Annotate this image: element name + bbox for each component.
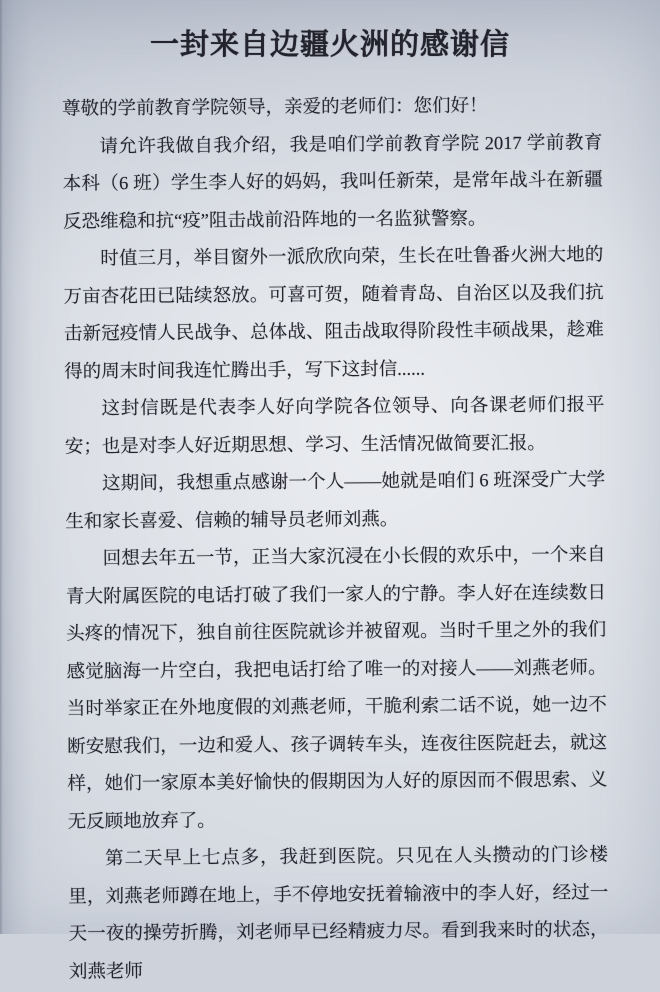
letter-paragraph-thanks: 这期间，我想重点感谢一个人——她就是咱们 6 班深受广大学生和家长喜爱、信赖的辅导员老师刘燕。	[65, 470, 606, 532]
letter-paragraph-intro: 请允许我做自我介绍，我是咱们学前教育学院 2017 学前教育本科（6 班）学生李人好的妈妈，我叫任新荣，是常年战斗在新疆反恐维稳和抗“疫”阻击战前沿阵地的一名监狱警察。	[62, 132, 603, 233]
letter-body	[0, 87, 660, 992]
letter-paragraph-mayday-story: 回想去年五一节，正当大家沉浸在小长假的欢乐中，一个来自青大附属医院的电话打破了我们一家人的宁静。李人好在连续数日头疼的情况下，独自前往医院就诊并被留观。当时千里之外的我们感觉脑海一片空白，我把电话打给了唯一的对接人——刘燕老师。当时举家正在外地度假的刘燕老师，干脆利索二话不说，她一边不断安慰我们，一边和爱人、孩子调转车头，连夜往医院赶去，就这样，她们一家原本美好愉快的假期因为人好的原因而不假思索、义无反顾地放弃了。	[65, 545, 608, 832]
letter-paragraph-hospital: 第二天早上七点多，我赶到医院。只见在人头攒动的门诊楼里，刘燕老师蹲在地上，手不停地安抚着输液中的李人好，经过一天一夜的操劳折腾，刘老师早已经精疲力尽。看到我来时的状态，刘燕老师	[68, 845, 609, 982]
letter-paragraph-purpose: 这封信既是代表李人好向学院各位领导、向各课老师们报平安；也是对李人好近期思想、学习、生活情况做简要汇报。	[64, 395, 605, 458]
letter-greeting: 尊敬的学前教育学院领导，亲爱的老师们：您们好！	[62, 96, 488, 120]
letter-paragraph-march: 时值三月，举目窗外一派欣欣向荣，生长在吐鲁番火洲大地的万亩杏花田已陆续怒放。可喜可贺，随着青岛、自治区以及我们抗击新冠疫情人民战争、总体战、阻击战取得阶段性丰硕战果，趁难得的周末时间我连忙腾出手，写下这封信......	[63, 245, 604, 383]
letter-title: 一封来自边疆火洲的感谢信	[149, 29, 510, 61]
